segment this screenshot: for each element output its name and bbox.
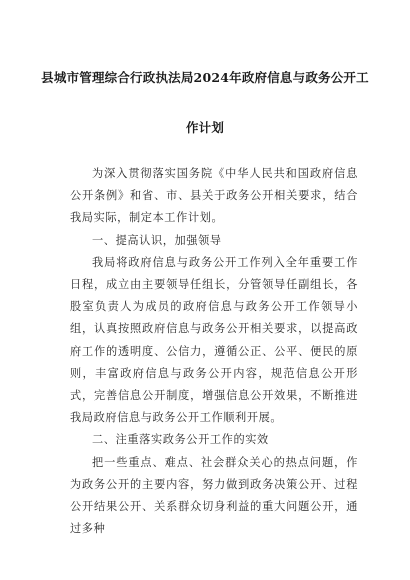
document-title-line2: 作计划 bbox=[185, 120, 225, 135]
document-title-line1: 县城市管理综合行政执法局2024年政府信息与政务公开工 bbox=[41, 70, 369, 85]
document-body bbox=[70, 163, 358, 540]
intro-paragraph: 为深入贯彻落实国务院《中华人民共和国政府信息公开条例》和省、市、县关于政务公开相关要求，结合我局实际，制定本工作计划。 bbox=[70, 167, 358, 225]
section1-heading: 一、提高认识，加强领导 bbox=[92, 233, 222, 247]
section2-heading: 二、注重落实政务公开工作的实效 bbox=[92, 433, 269, 447]
section2-paragraph: 把一些重点、难点、社会群众关心的热点问题，作为政务公开的主要内容，努力做到政务决策公开、过程公开结果公开、关系群众切身利益的重大问题公开，通过多种 bbox=[70, 455, 358, 536]
section1-paragraph: 我局将政府信息与政务公开工作列入全年重要工作日程，成立由主要领导任组长，分管领导任副组长，各股室负责人为成员的政府信息与政务公开工作领导小组，认真按照政府信息与政务公开相关要求，以提高政府工作的透明度、公信力，遵循公正、公平、便民的原则，丰富政府信息与政务公开内容，规范信息公开形式，完善信息公开制度，增强信息公开效果，不断推进我局政府信息与政务公开工作顺利开展。 bbox=[70, 255, 358, 425]
